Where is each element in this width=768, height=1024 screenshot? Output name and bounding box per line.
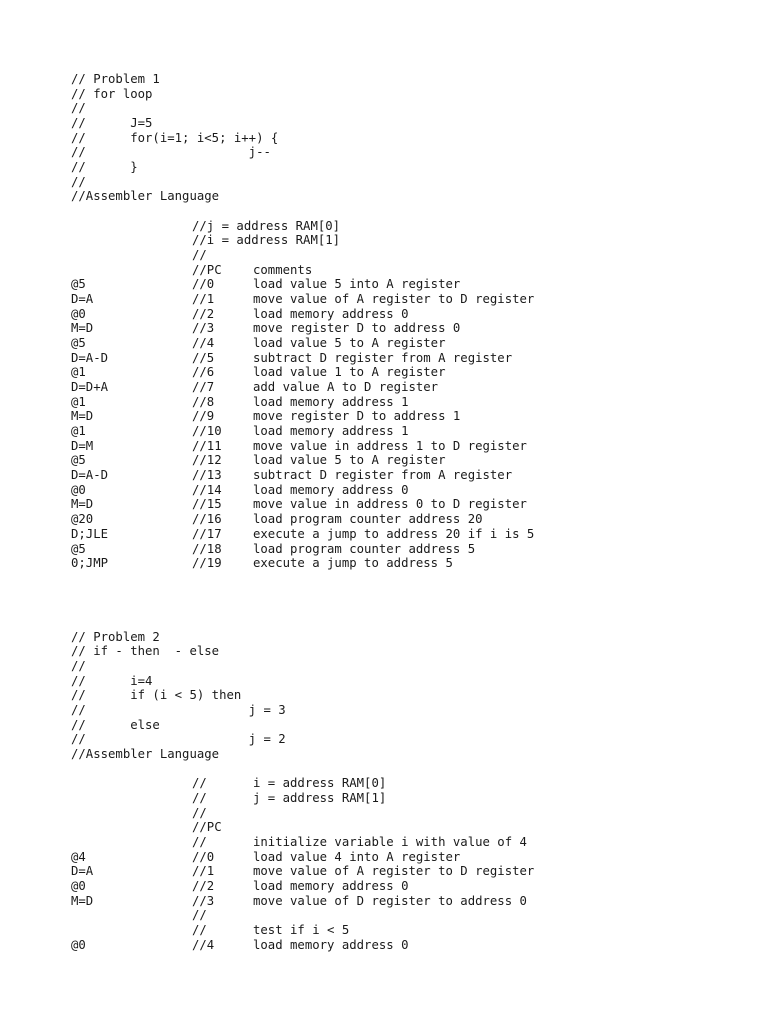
instruction: D=A [71, 864, 94, 879]
program-counter: //PC [192, 820, 222, 835]
problem2-header [71, 630, 748, 762]
code-line: // else [71, 717, 160, 732]
assembly-row [71, 542, 748, 557]
assembly-row [71, 248, 748, 263]
assembly-row [71, 380, 748, 395]
program-counter: //19 [192, 556, 222, 571]
assembly-row [71, 791, 748, 806]
instruction: M=D [71, 893, 94, 908]
comment: load value 5 to A register [253, 336, 446, 351]
program-counter: // [192, 805, 207, 820]
code-line: // i=4 [71, 673, 153, 688]
comment: comments [253, 262, 313, 277]
blank-line [71, 615, 748, 630]
code-line: // J=5 [71, 116, 153, 131]
code-line: // for loop [71, 86, 153, 101]
assembly-row [71, 307, 748, 322]
instruction: @0 [71, 937, 86, 952]
comment: move value of A register to D register [253, 292, 535, 307]
blank-line [71, 204, 748, 219]
instruction: M=D [71, 409, 94, 424]
instruction: D=A-D [71, 350, 109, 365]
comment: load value 5 to A register [253, 453, 446, 468]
comment: subtract D register from A register [253, 468, 513, 483]
instruction: @20 [71, 512, 94, 527]
program-counter: //8 [192, 394, 215, 409]
program-counter: // [192, 908, 207, 923]
instruction: D=M [71, 438, 94, 453]
code-line: // } [71, 160, 138, 175]
program-counter: //4 [192, 336, 215, 351]
program-counter: //1 [192, 864, 215, 879]
assembly-row [71, 321, 748, 336]
instruction: @5 [71, 277, 86, 292]
program-counter: //18 [192, 541, 222, 556]
program-counter: //9 [192, 409, 215, 424]
assembly-row [71, 233, 748, 248]
assembly-row [71, 923, 748, 938]
comment: move register D to address 0 [253, 321, 461, 336]
program-counter: //5 [192, 350, 215, 365]
program-counter: // [192, 248, 207, 263]
comment: load memory address 0 [253, 937, 409, 952]
comment: execute a jump to address 5 [253, 556, 453, 571]
comment: move register D to address 1 [253, 409, 461, 424]
instruction: D;JLE [71, 526, 109, 541]
comment: initialize variable i with value of 4 [253, 834, 527, 849]
comment: load value 1 to A register [253, 365, 446, 380]
comment: load memory address 1 [253, 394, 409, 409]
comment: load memory address 0 [253, 306, 409, 321]
code-line: // j = 3 [71, 702, 286, 717]
instruction: M=D [71, 321, 94, 336]
instruction: 0;JMP [71, 556, 109, 571]
code-line: // [71, 658, 86, 673]
code-line: // if - then - else [71, 644, 220, 659]
comment: subtract D register from A register [253, 350, 513, 365]
assembly-row [71, 556, 748, 571]
instruction: @1 [71, 424, 86, 439]
code-line: // if (i < 5) then [71, 688, 242, 703]
program-counter: //17 [192, 526, 222, 541]
comment: load memory address 0 [253, 482, 409, 497]
program-counter: //12 [192, 453, 222, 468]
assembly-row [71, 409, 748, 424]
comment: load value 5 into A register [253, 277, 461, 292]
instruction: D=A-D [71, 468, 109, 483]
assembly-row [71, 908, 748, 923]
comment: load memory address 1 [253, 424, 409, 439]
instruction: @0 [71, 878, 86, 893]
assembly-row [71, 527, 748, 542]
code-line: // Problem 2 [71, 629, 160, 644]
assembly-row [71, 820, 748, 835]
program-counter: //3 [192, 321, 215, 336]
instruction: @5 [71, 453, 86, 468]
instruction: @0 [71, 482, 86, 497]
instruction: @1 [71, 365, 86, 380]
assembly-row [71, 806, 748, 821]
instruction: @4 [71, 849, 86, 864]
code-line: // j-- [71, 145, 271, 160]
assembly-row [71, 292, 748, 307]
program-counter: // [192, 776, 207, 791]
problem1-assembly [71, 219, 748, 571]
program-counter: //i = address RAM[1] [192, 233, 341, 248]
program-counter: //2 [192, 878, 215, 893]
program-counter: //6 [192, 365, 215, 380]
assembly-row [71, 277, 748, 292]
assembly-row [71, 439, 748, 454]
assembly-row [71, 512, 748, 527]
instruction: @5 [71, 336, 86, 351]
comment: move value in address 1 to D register [253, 438, 527, 453]
assembly-row [71, 835, 748, 850]
assembly-row [71, 776, 748, 791]
comment: move value of D register to address 0 [253, 893, 527, 908]
assembly-row [71, 483, 748, 498]
code-line: //Assembler Language [71, 746, 220, 761]
program-counter: //2 [192, 306, 215, 321]
program-counter: //1 [192, 292, 215, 307]
comment: load memory address 0 [253, 878, 409, 893]
program-counter: //0 [192, 277, 215, 292]
assembly-row [71, 468, 748, 483]
assembly-row [71, 263, 748, 278]
program-counter: //15 [192, 497, 222, 512]
comment: i = address RAM[0] [253, 776, 387, 791]
document-page [71, 72, 748, 952]
comment: move value of A register to D register [253, 864, 535, 879]
code-line: // for(i=1; i<5; i++) { [71, 130, 279, 145]
problem1-header [71, 72, 748, 204]
comment: add value A to D register [253, 380, 439, 395]
comment: execute a jump to address 20 if i is 5 [253, 526, 535, 541]
assembly-row [71, 894, 748, 909]
program-counter: //10 [192, 424, 222, 439]
section-spacer [71, 571, 748, 615]
instruction: D=A [71, 292, 94, 307]
blank-line [71, 762, 748, 777]
program-counter: // [192, 922, 207, 937]
instruction: @1 [71, 394, 86, 409]
program-counter: //3 [192, 893, 215, 908]
assembly-row [71, 879, 748, 894]
program-counter: //4 [192, 937, 215, 952]
assembly-row [71, 453, 748, 468]
code-line: // Problem 1 [71, 72, 160, 86]
program-counter: //13 [192, 468, 222, 483]
assembly-row [71, 365, 748, 380]
code-line: // [71, 101, 86, 116]
program-counter: //PC [192, 262, 222, 277]
problem2-assembly [71, 776, 748, 952]
comment: move value in address 0 to D register [253, 497, 527, 512]
assembly-row [71, 850, 748, 865]
instruction: @0 [71, 306, 86, 321]
assembly-row [71, 395, 748, 410]
instruction: @5 [71, 541, 86, 556]
assembly-row [71, 351, 748, 366]
code-line: // j = 2 [71, 732, 286, 747]
comment: test if i < 5 [253, 922, 350, 937]
program-counter: //0 [192, 849, 215, 864]
instruction: D=D+A [71, 380, 109, 395]
assembly-row [71, 219, 748, 234]
code-line: //Assembler Language [71, 189, 220, 204]
program-counter: // [192, 834, 207, 849]
assembly-row [71, 497, 748, 512]
assembly-row [71, 938, 748, 953]
assembly-row [71, 424, 748, 439]
program-counter: // [192, 790, 207, 805]
assembly-row [71, 864, 748, 879]
code-line: // [71, 174, 86, 189]
program-counter: //11 [192, 438, 222, 453]
program-counter: //16 [192, 512, 222, 527]
instruction: M=D [71, 497, 94, 512]
program-counter: //14 [192, 482, 222, 497]
assembly-row [71, 336, 748, 351]
comment: load program counter address 20 [253, 512, 483, 527]
comment: load program counter address 5 [253, 541, 476, 556]
comment: j = address RAM[1] [253, 790, 387, 805]
program-counter: //j = address RAM[0] [192, 218, 341, 233]
program-counter: //7 [192, 380, 215, 395]
comment: load value 4 into A register [253, 849, 461, 864]
